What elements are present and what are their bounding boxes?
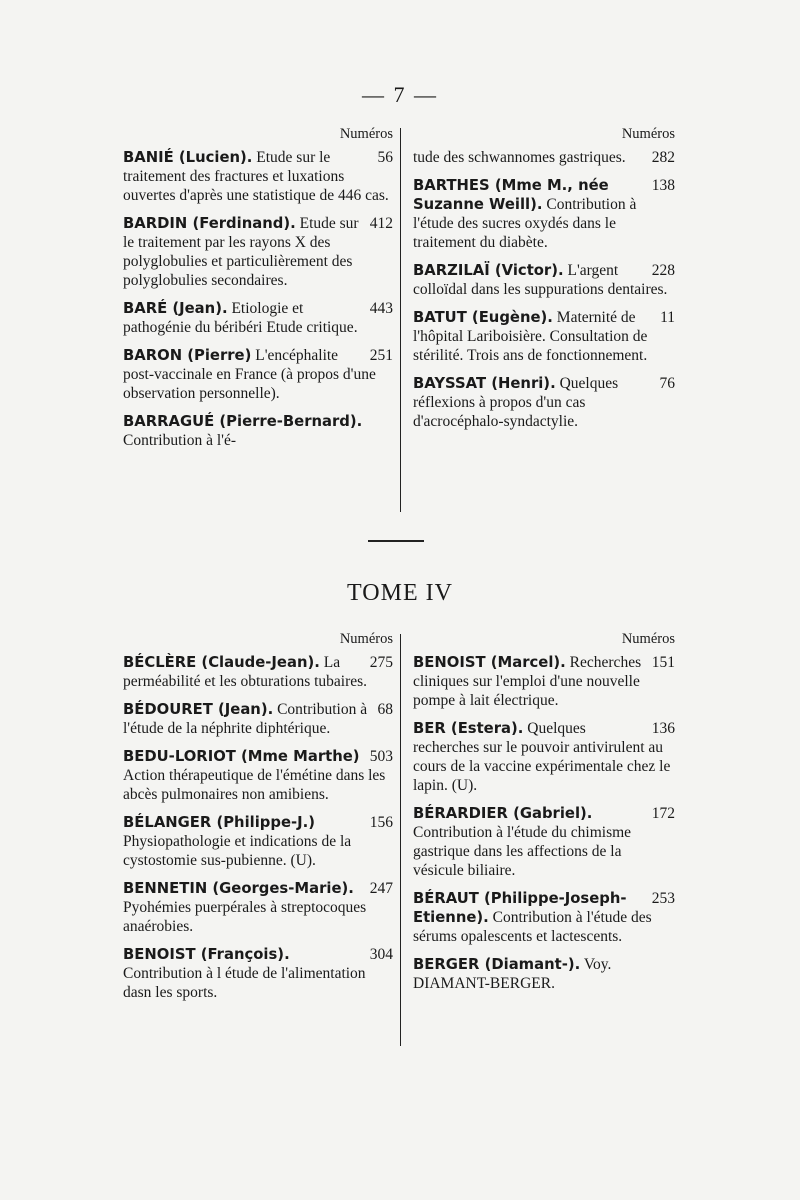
- right-column: [413, 630, 675, 1002]
- thesis-title: Pyohémies puerpérales à streptocoques anaérobies.: [123, 899, 367, 935]
- entry-number: 138: [651, 177, 675, 194]
- index-entry: [123, 346, 393, 403]
- author-name: BARZILAÏ (Victor).: [413, 262, 564, 279]
- thesis-title: Contribution à l'é-: [123, 432, 236, 449]
- thesis-title: Contribution à l'étude des sucres oxydés dans le traitement du diabète.: [413, 196, 637, 251]
- entry-number: 304: [369, 946, 393, 963]
- index-entry: [413, 176, 675, 252]
- thesis-title: Action thérapeutique de l'émétine dans les abcès pulmonaires non amibiens.: [123, 767, 386, 803]
- author-name: BÉRARDIER (Gabriel).: [413, 805, 593, 822]
- thesis-title: Quelques recherches sur le pouvoir antivirulent au cours de la vaccine expérimentale chez le lapin. (U).: [413, 720, 671, 794]
- thesis-title: tude des schwannomes gastriques.: [413, 149, 626, 166]
- entry-number: 503: [369, 748, 393, 765]
- author-name: BÉRAUT (Philippe-Joseph-Etienne).: [413, 890, 627, 926]
- index-entry: [413, 374, 675, 431]
- thesis-title: Physiopathologie et indications de la cystostomie sus-pubienne. (U).: [123, 833, 352, 869]
- thesis-title: Maternité de l'hôpital Lariboisière. Consultation de stérilité. Trois ans de fonctionnement.: [413, 309, 648, 364]
- thesis-title: Recherches cliniques sur l'emploi d'une nouvelle pompe à lait électrique.: [413, 654, 642, 709]
- entry-number: 11: [660, 309, 675, 326]
- thesis-title: Contribution à l étude de l'alimentation dasn les sports.: [123, 965, 366, 1001]
- entry-number: 151: [651, 654, 675, 671]
- author-name: BARTHES (Mme M., née Suzanne Weill).: [413, 177, 609, 213]
- author-name: BARÉ (Jean).: [123, 300, 228, 317]
- thesis-title: Contribution à l'étude des sérums opalescents et lactescents.: [413, 909, 652, 945]
- tome-title: TOME IV: [347, 580, 453, 606]
- index-entry: [413, 719, 675, 795]
- index-entry: [123, 879, 393, 936]
- entry-number: 156: [369, 814, 393, 831]
- author-name: BEDU-LORIOT (Mme Marthe): [123, 748, 360, 765]
- author-name: BARDIN (Ferdinand).: [123, 215, 296, 232]
- thesis-title: Contribution à l'étude de la néphrite diphtérique.: [123, 701, 368, 737]
- entry-number: 275: [369, 654, 393, 671]
- entry-number: 282: [651, 149, 675, 166]
- author-name: BÉDOURET (Jean).: [123, 701, 274, 718]
- index-entry: [413, 261, 675, 299]
- index-entry: [123, 700, 393, 738]
- index-entry: [123, 214, 393, 290]
- column-header: Numéros: [339, 631, 393, 647]
- column-header: Numéros: [621, 631, 675, 647]
- index-entry: [123, 813, 393, 870]
- index-entry: [123, 148, 393, 205]
- thesis-title: Contribution à l'étude du chimisme gastrique dans les affections de la vésicule biliaire.: [413, 824, 632, 879]
- index-entry: [123, 412, 393, 450]
- left-column: [123, 630, 393, 1011]
- left-column: [123, 125, 393, 459]
- entry-number: 247: [369, 880, 393, 897]
- index-entry: [413, 804, 675, 880]
- index-entry: [413, 148, 675, 167]
- index-entry: [123, 747, 393, 804]
- entry-number: 412: [369, 215, 393, 232]
- section-divider: [368, 540, 424, 542]
- index-entry: [413, 653, 675, 710]
- author-name: BAYSSAT (Henri).: [413, 375, 556, 392]
- column-header: Numéros: [339, 126, 393, 142]
- entry-number: 136: [651, 720, 675, 737]
- entry-number: 76: [659, 375, 675, 392]
- index-entry: [413, 955, 675, 993]
- thesis-title: Etiologie et pathogénie du béribéri Etude critique.: [123, 300, 358, 336]
- index-entry: [413, 308, 675, 365]
- column-header: Numéros: [621, 126, 675, 142]
- page-number: — 7 —: [362, 82, 438, 107]
- column-rule: [400, 128, 401, 512]
- right-column: [413, 125, 675, 440]
- entry-number: 56: [377, 149, 393, 166]
- index-entry: [123, 945, 393, 1002]
- index-entry: [123, 653, 393, 691]
- thesis-title: Voy. DIAMANT-BERGER.: [413, 956, 612, 992]
- thesis-title: Quelques réflexions à propos d'un cas d'acrocéphalo-syndactylie.: [413, 375, 619, 430]
- author-name: BATUT (Eugène).: [413, 309, 553, 326]
- author-name: BENNETIN (Georges-Marie).: [123, 880, 354, 897]
- author-name: BÉLANGER (Philippe-J.): [123, 814, 316, 831]
- author-name: BENOIST (François).: [123, 946, 290, 963]
- thesis-title: L'encéphalite post-vaccinale en France (à propos d'une observation personnelle).: [123, 347, 376, 402]
- author-name: BER (Estera).: [413, 720, 524, 737]
- column-rule: [400, 634, 401, 1046]
- thesis-title: La perméabilité et les obturations tubaires.: [123, 654, 368, 690]
- author-name: BARON (Pierre): [123, 347, 252, 364]
- thesis-title: Etude sur le traitement par les rayons X des polyglobulies et particulièrement des polyglobulies secondaires.: [123, 215, 359, 289]
- author-name: BANIÉ (Lucien).: [123, 149, 253, 166]
- entry-number: 228: [651, 262, 675, 279]
- author-name: BARRAGUÉ (Pierre-Bernard).: [123, 413, 363, 430]
- entry-number: 172: [651, 805, 675, 822]
- author-name: BERGER (Diamant-).: [413, 956, 581, 973]
- author-name: BÉCLÈRE (Claude-Jean).: [123, 654, 320, 671]
- entry-number: 443: [369, 300, 393, 317]
- entry-number: 68: [377, 701, 393, 718]
- entry-number: 253: [651, 890, 675, 907]
- index-entry: [123, 299, 393, 337]
- entry-number: 251: [369, 347, 393, 364]
- thesis-title: L'argent colloïdal dans les suppurations dentaires.: [413, 262, 668, 298]
- index-entry: [413, 889, 675, 946]
- author-name: BENOIST (Marcel).: [413, 654, 566, 671]
- thesis-title: Etude sur le traitement des fractures et luxations ouvertes d'après une statistique de 446 cas.: [123, 149, 389, 204]
